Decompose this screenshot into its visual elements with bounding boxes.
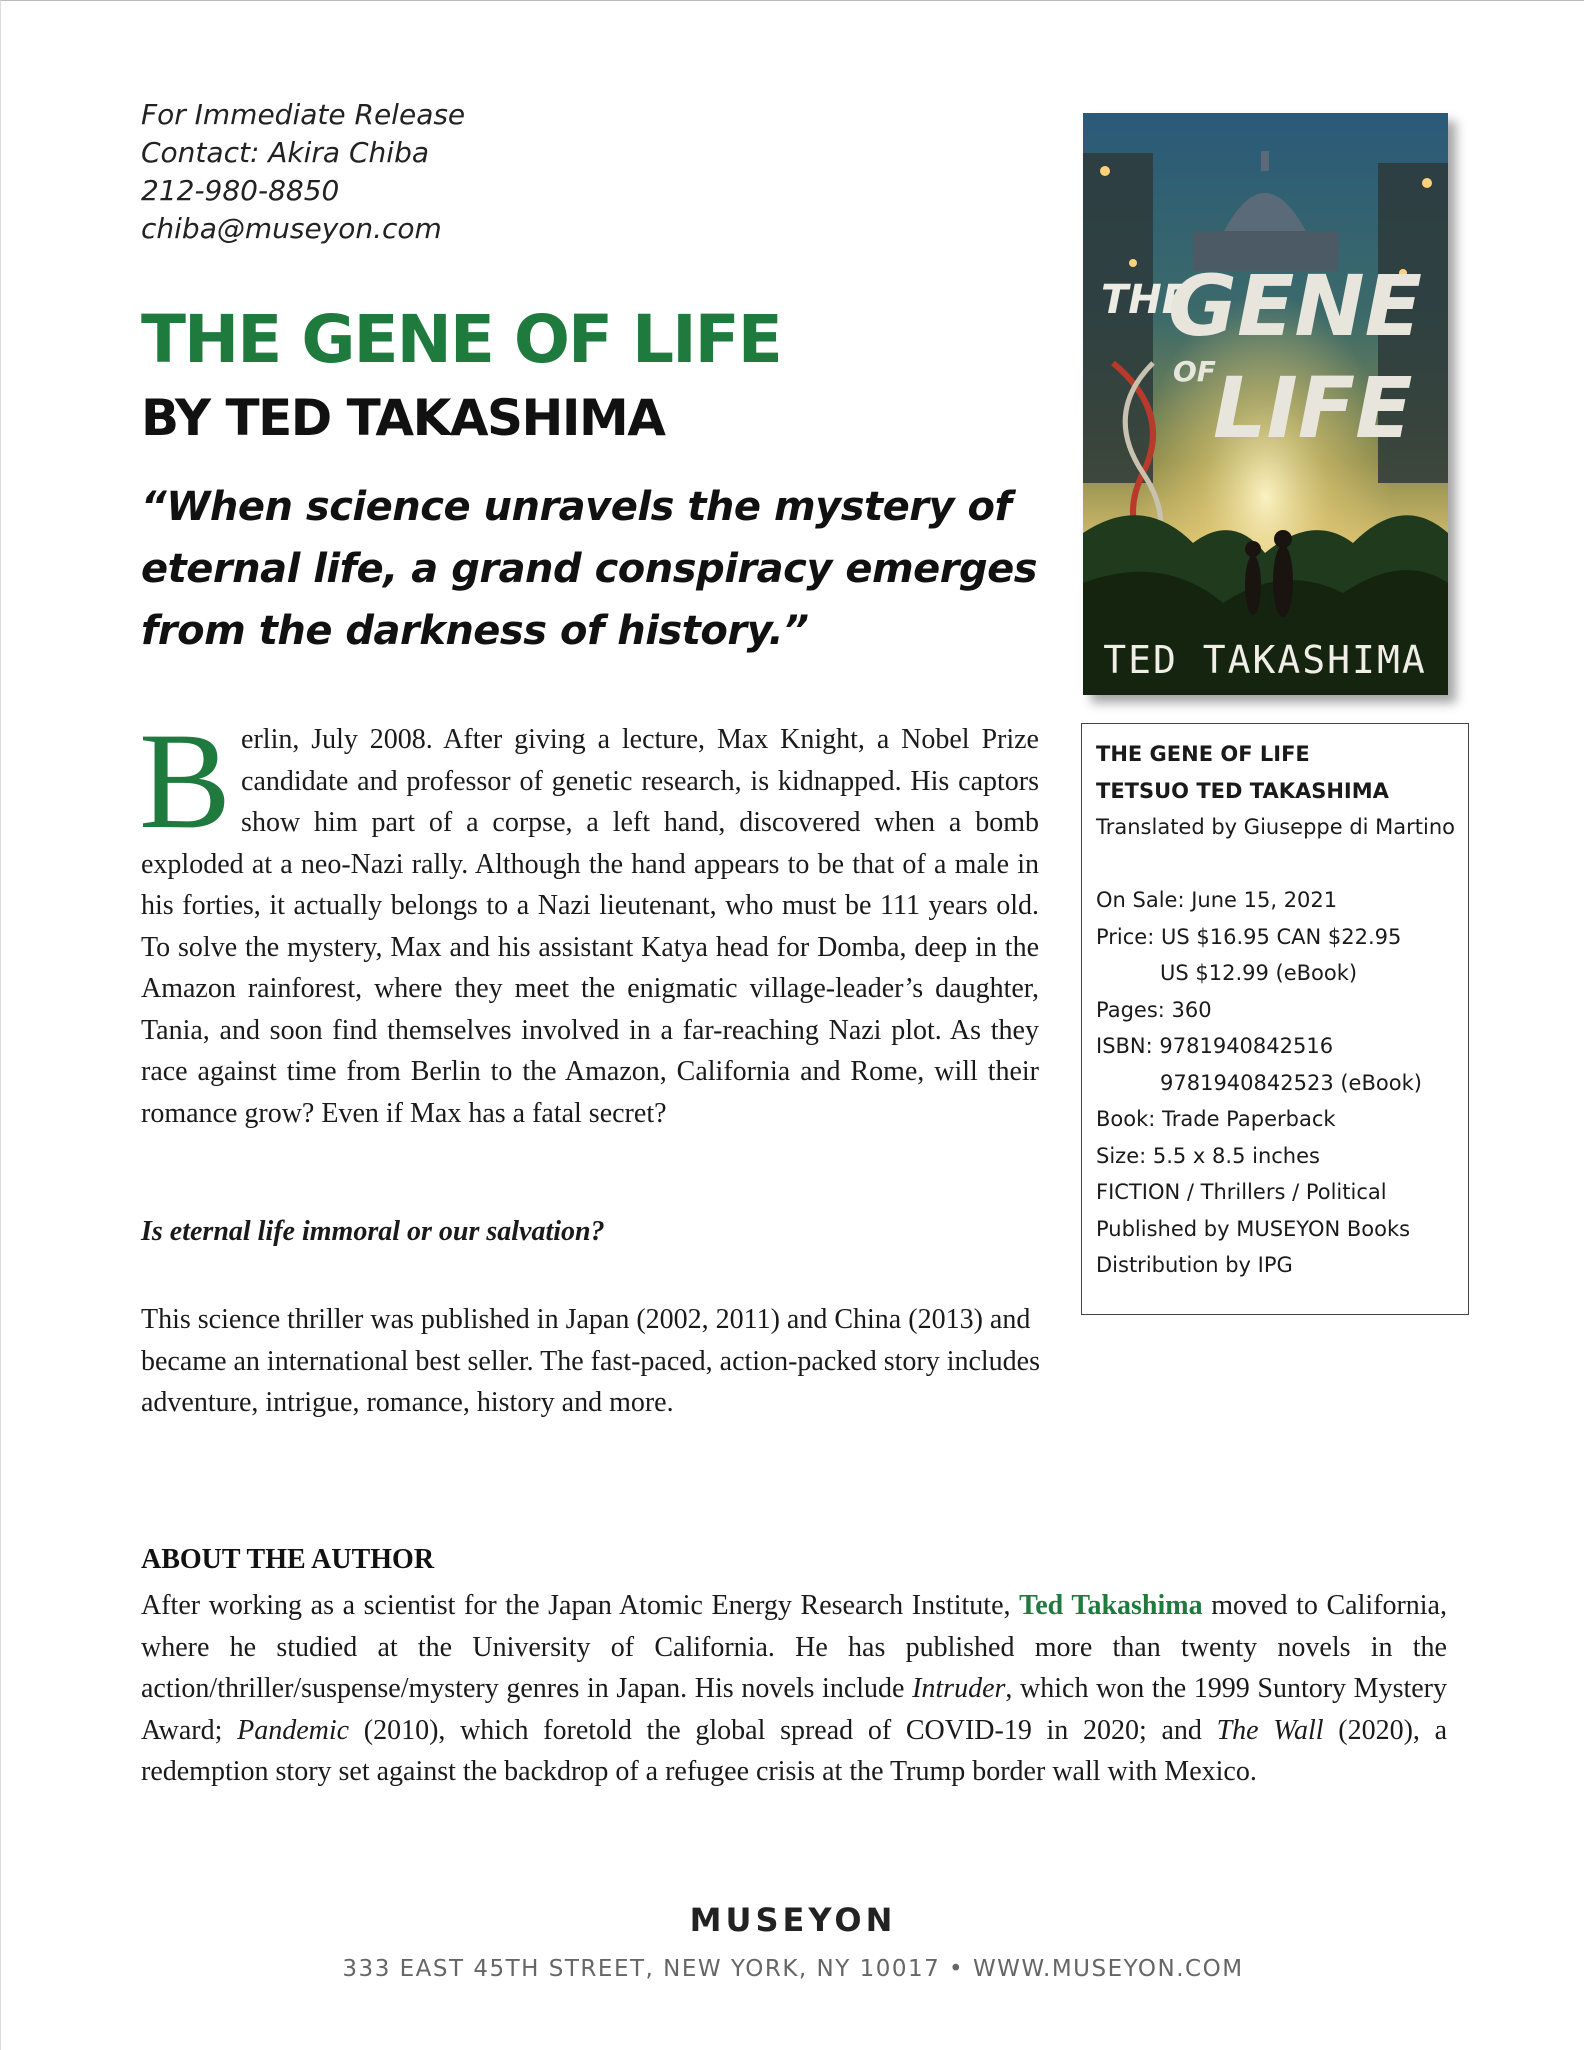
specs-isbn: ISBN: 9781940842516 [1096, 1034, 1334, 1058]
about-text-part: (2010), which foretold the global spread of COVID-19 in 2020; and [349, 1714, 1217, 1746]
about-author-heading: ABOUT THE AUTHOR [141, 1544, 435, 1575]
about-text-part: (2020), a redemption story set against the backdrop of a refugee crisis at the Trump border wall with Mexico. [141, 1714, 1448, 1787]
cover-title-of: OF [1173, 355, 1216, 388]
specs-format: Book: Trade Paperback [1096, 1107, 1336, 1131]
specs-publisher: Published by MUSEYON Books [1096, 1216, 1411, 1241]
cover-title-life: LIFE [1213, 359, 1413, 457]
author-byline: BY TED TAKASHIMA [141, 389, 665, 447]
release-label: For Immediate Release [141, 98, 466, 131]
specs-on-sale: On Sale: June 15, 2021 [1096, 888, 1338, 912]
book-cover-image [1083, 113, 1448, 695]
specs-pages: Pages: 360 [1096, 997, 1212, 1022]
spacer [1096, 846, 1468, 883]
book-title: THE GENE OF LIFE [141, 301, 781, 378]
tagline: Is eternal life immoral or our salvation? [141, 1216, 605, 1247]
publication-info: This science thriller was published in Japan (2002, 2011) and China (2013) and became an international best seller. The fast-paced, action-packed story includes adventure, intrigue, romance, history and more. [141, 1304, 1041, 1418]
summary-text: erlin, July 2008. After giving a lecture, Max Knight, a Nobel Prize candidate and professor of genetic research, is kidnapped. His captors show him part of a corpse, a left hand, discovered when a bomb exploded at a neo-Nazi rally. Although the hand appears to be that of a male in his forties, it actually belongs to a Nazi lieutenant, who must be 111 years old. To solve the mystery, Max and his assistant Katya head for Domba, deep in the Amazon rainforest, where they meet the enigmatic village-leader’s daughter, Tania, and soon find themselves involved in a far-reaching Nazi plot. As they race against time from Berlin to the Amazon, California and Rome, will their romance grow? Even if Max has a fatal secret? [141, 724, 1039, 1129]
author-name-link[interactable]: Ted Takashima [1019, 1590, 1203, 1621]
about-text-part: After working as a scientist for the Japan Atomic Energy Research Institute, [141, 1590, 1020, 1621]
contact-name: Contact: Akira Chiba [141, 136, 429, 169]
specs-distribution: Distribution by IPG [1096, 1253, 1293, 1277]
book-cover-illustration [1083, 113, 1448, 695]
footer-address[interactable]: 333 EAST 45TH STREET, NEW YORK, NY 10017 • WWW.MUSEYON.COM [342, 1956, 1244, 1982]
about-author-text [141, 1585, 1447, 1793]
pull-quote: “When science unravels the mystery of eternal life, a grand conspiracy emerges from the darkness of history.” [141, 484, 1038, 654]
contact-email: chiba@museyon.com [141, 212, 442, 245]
contact-block [141, 96, 465, 248]
specs-category: FICTION / Thrillers / Political [1096, 1180, 1387, 1204]
book-specs-box [1081, 723, 1469, 1315]
specs-price-ebook: US $12.99 (eBook) [1160, 961, 1358, 985]
cover-author: TED TAKASHIMA [1103, 638, 1427, 682]
footer-brand: MUSEYON [689, 1901, 897, 1939]
specs-size: Size: 5.5 x 8.5 inches [1096, 1143, 1320, 1168]
specs-author: TETSUO TED TAKASHIMA [1096, 778, 1389, 803]
about-text-part: moved to California, where he studied at the University of California. He has published more than twenty novels in the action/thriller/suspense/mystery genres in Japan. His novels include [141, 1590, 1447, 1704]
specs-translator: Translated by Giuseppe di Martino [1096, 815, 1456, 839]
book-intruder: Intruder [912, 1673, 1006, 1704]
specs-price: Price: US $16.95 CAN $22.95 [1096, 924, 1402, 949]
specs-isbn-ebook: 9781940842523 (eBook) [1160, 1070, 1422, 1095]
about-text-part: , which won the 1999 Suntory Mystery Award; [141, 1673, 1447, 1746]
book-the-wall: The Wall [1216, 1714, 1324, 1746]
specs-title: THE GENE OF LIFE [1096, 742, 1310, 766]
cover-title-gene: GENE [1168, 257, 1423, 355]
cover-title-the: THE [1101, 277, 1190, 323]
contact-phone: 212-980-8850 [141, 174, 340, 207]
book-summary [139, 704, 1039, 1134]
drop-cap: B [139, 704, 232, 857]
book-pandemic: Pandemic [237, 1714, 350, 1746]
